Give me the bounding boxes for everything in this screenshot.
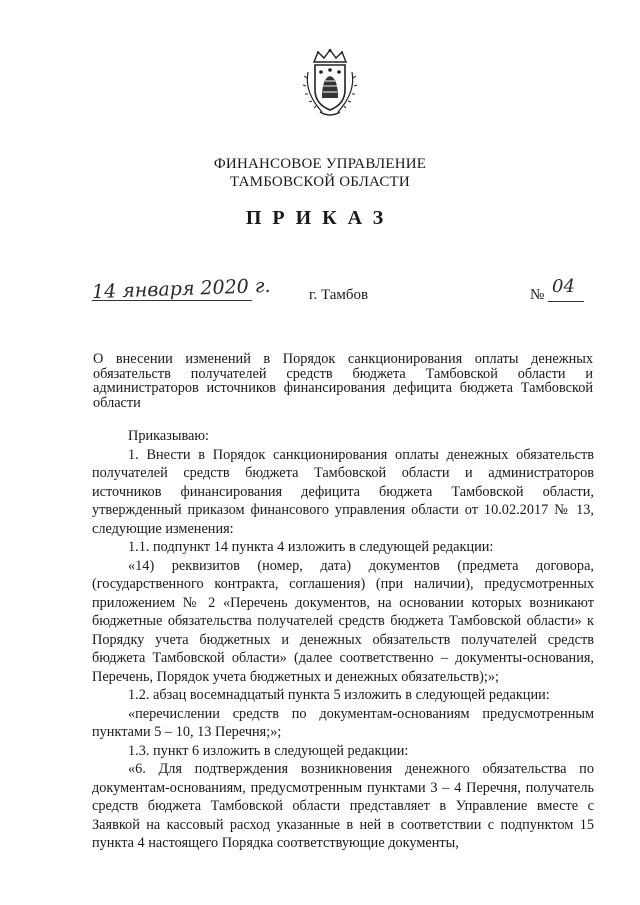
document-title: ПРИКАЗ (245, 207, 395, 229)
organization-name-line2: ТАМБОВСКОЙ ОБЛАСТИ (230, 174, 410, 190)
date-underline (92, 300, 252, 301)
body-paragraph: 1. Внести в Порядок санкционирования оплаты денежных обязательств получателей средств бюджета Тамбовской области и администраторов источников финансирования дефицита бюджета Тамбовской области, утвержденный приказом финансового управления области от 10.02.2017 № 13, следующие изменения: (92, 446, 594, 537)
order-body (92, 427, 594, 853)
body-paragraph: 1.2. абзац восемнадцатый пункта 5 изложить в следующей редакции: (128, 687, 550, 703)
order-subject: О внесении изменений в Порядок санкционирования оплаты денежных обязательств получателей средств бюджета Тамбовской области и администраторов источников финансирования дефицита бюджета Тамбовской области (93, 351, 593, 411)
city-label: г. Тамбов (309, 287, 369, 303)
body-paragraph: «6. Для подтверждения возникновения денежного обязательства по документам-основаниям, предусмотренным пунктами 3 – 4 Перечня, получатель средств бюджета Тамбовской области представляет в Управление вместе с Заявкой на кассовый расход указанные в ней в соответствии с подпунктом 15 пункта 4 настоящего Порядка соответствующие документы, (92, 761, 594, 851)
tambov-coat-of-arms-emblem (300, 48, 360, 118)
order-number-handwritten: 04 (552, 276, 575, 297)
body-paragraph: «перечислении средств по документам-основаниям предусмотренным пунктами 5 – 10, 13 Перечня;»; (92, 705, 594, 740)
number-underline (548, 301, 584, 302)
body-paragraph: 1.3. пункт 6 изложить в следующей редакции: (128, 742, 409, 759)
number-label: № (530, 287, 545, 303)
body-paragraph: 1.1. подпункт 14 пункта 4 изложить в следующей редакции: (128, 539, 494, 555)
body-paragraph: Приказываю: (128, 428, 210, 444)
body-paragraph: «14) реквизитов (номер, дата) документов (предмета договора, (государственного контракта, соглашения) (при наличии), предусмотренных приложением № 2 «Перечень документов, на основании которых возникают бюджетные обязательства получателей средств бюджета Тамбовской области» к Порядку учета бюджетных и денежных обязательств получателей средств бюджета Тамбовской области» (далее соответственно – документы-основания, Перечень, Порядок учета бюджетных и денежных обязательств);»; (92, 557, 594, 685)
organization-name-line1: ФИНАНСОВОЕ УПРАВЛЕНИЕ (213, 156, 427, 172)
order-date-handwritten: 14 января 2020 г. (91, 274, 271, 304)
